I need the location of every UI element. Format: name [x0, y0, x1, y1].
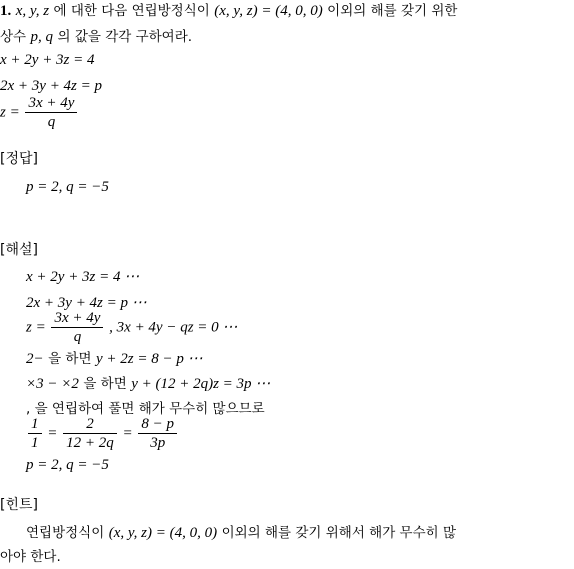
- solution-step-4: [26, 352, 203, 367]
- solution-fraction1-den: 1: [31, 435, 39, 451]
- solution-step-3: [26, 311, 237, 345]
- equals-sign: =: [122, 425, 133, 442]
- problem-line-1: [0, 4, 457, 19]
- solution-fraction1-num: 1: [28, 417, 42, 434]
- solution-fraction2-num: 2: [63, 417, 117, 434]
- answer-value: p = 2, q = −5: [26, 179, 109, 195]
- solution-step-8: p = 2, q = −5: [26, 457, 109, 473]
- hint-header: [힌트]: [0, 497, 38, 513]
- solution-fraction-3: [138, 417, 177, 451]
- solution-step4-b: y + 2z = 8 − p ⋯: [95, 351, 203, 367]
- problem-eq3-denominator: q: [47, 114, 56, 130]
- solution-step3-lhs: z =: [26, 319, 46, 336]
- problem-pq: p, q: [30, 29, 54, 45]
- problem-text-b: 이외의 해를 갖기 위한: [327, 3, 458, 19]
- equals-sign: =: [47, 425, 58, 442]
- solution-step-2: 2x + 3y + 4z = p ⋯: [26, 295, 147, 311]
- solution-step3-rest: , 3x + 4y − qz = 0 ⋯: [109, 319, 238, 336]
- solution-step3-numerator: 3x + 4y: [51, 311, 103, 328]
- problem-eq1: x + 2y + 3z = 4: [0, 52, 95, 68]
- problem-eq3: [0, 96, 79, 130]
- solution-fraction-1: [28, 417, 42, 451]
- solution-step3-denominator: q: [73, 329, 82, 345]
- solution-fraction3-den: 3p: [150, 435, 166, 451]
- problem-point: (x, y, z) = (4, 0, 0): [214, 3, 323, 19]
- problem-text-a: 에 대한 다음 연립방정식이: [53, 3, 210, 19]
- problem-vars: x, y, z: [15, 3, 50, 19]
- solution-step4-a: 2−: [26, 351, 44, 367]
- solution-fraction2-den: 12 + 2q: [66, 435, 114, 451]
- answer-header: [정답]: [0, 151, 38, 167]
- solution-step4-k: 을 하면: [48, 351, 92, 367]
- solution-header: [해설]: [0, 242, 38, 258]
- solution-step3-fraction: [51, 311, 103, 345]
- solution-step-5: [26, 377, 270, 392]
- problem-eq3-fraction: [25, 96, 77, 130]
- solution-step5-b: y + (12 + 2q)z = 3p ⋯: [131, 376, 271, 392]
- solution-fraction3-num: 8 − p: [138, 417, 177, 434]
- hint-line-1: [26, 526, 456, 541]
- solution-step-1: x + 2y + 3z = 4 ⋯: [26, 269, 140, 285]
- solution-step5-a: ×3 − ×2: [26, 376, 79, 392]
- hint-point: (x, y, z) = (4, 0, 0): [108, 525, 218, 541]
- problem-line2-a: 상수: [0, 29, 27, 45]
- problem-line2-b: 의 값을 각각 구하여라.: [57, 29, 193, 45]
- solution-step-7: [26, 417, 179, 451]
- solution-step-6: , 을 연립하여 풀면 해가 무수히 많으므로: [26, 401, 265, 417]
- problem-number: 1.: [0, 3, 12, 19]
- hint-line1-b: 이외의 해를 갖기 위해서 해가 무수히 많: [221, 525, 456, 541]
- hint-line1-a: 연립방정식이: [26, 525, 105, 541]
- hint-line-2: 아야 한다.: [0, 549, 61, 565]
- solution-step5-k: 을 하면: [83, 376, 127, 392]
- problem-eq2: 2x + 3y + 4z = p: [0, 78, 103, 94]
- problem-eq3-lhs: z =: [0, 104, 20, 121]
- problem-eq3-numerator: 3x + 4y: [25, 96, 77, 113]
- solution-fraction-2: [63, 417, 117, 451]
- problem-line-2: [0, 30, 192, 45]
